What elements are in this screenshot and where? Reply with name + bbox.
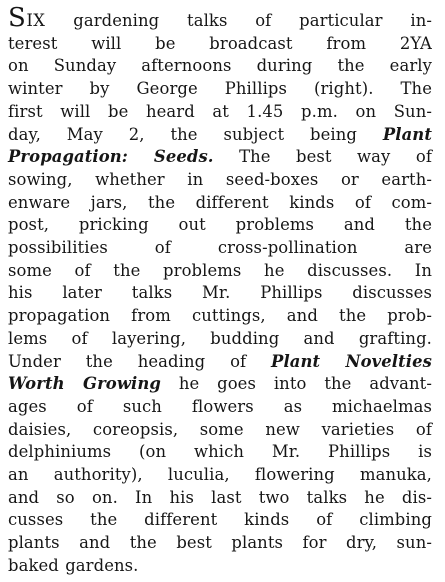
talk-title-propagation: Plant xyxy=(382,124,432,144)
talk-title-novelties: Plant Novelties xyxy=(271,351,432,371)
text-line: sowing, whether in seed-boxes or earth- xyxy=(8,169,432,189)
text-line: Worth Growing he goes into the advant- xyxy=(8,374,432,394)
talk-title-propagation-cont: Propagation: Seeds. xyxy=(8,147,214,167)
text-line: SIX gardening talks of particular in- xyxy=(8,3,433,33)
text-line: on Sunday afternoons during the early xyxy=(8,56,432,76)
text-line: day, May 2, the subject being Plant xyxy=(8,124,432,144)
talk-title-novelties-cont: Worth Growing xyxy=(8,374,161,394)
text-line: some of the problems he discusses. In xyxy=(8,260,432,280)
text-line: Under the heading of Plant Novelties xyxy=(8,351,432,371)
text-line: and so on. In his last two talks he dis- xyxy=(8,487,432,507)
dropcap: SIX xyxy=(8,3,46,33)
text-line: enware jars, the different kinds of com- xyxy=(8,192,432,212)
text-line: winter by George Phillips (right). The xyxy=(8,79,432,99)
text-line: propagation from cuttings, and the prob- xyxy=(8,306,432,326)
text-line: cusses the different kinds of climbing xyxy=(8,510,432,530)
text-line: possibilities of cross-pollination are xyxy=(8,238,432,258)
text-line: an authority), luculia, flowering manuka, xyxy=(8,465,432,485)
text-line: post, pricking out problems and the xyxy=(8,215,432,235)
text-line: daisies, coreopsis, some new varieties of xyxy=(8,419,432,439)
text-line: delphiniums (on which Mr. Phillips is xyxy=(8,442,432,462)
text-line: his later talks Mr. Phillips discusses xyxy=(8,283,432,303)
text-line: plants and the best plants for dry, sun- xyxy=(8,533,432,553)
text-line: baked gardens. xyxy=(8,555,139,575)
article-paragraph xyxy=(8,3,433,578)
text-line: first will be heard at 1.45 p.m. on Sun- xyxy=(8,101,432,121)
text-line: terest will be broadcast from 2YA xyxy=(8,33,432,53)
text-line: lems of layering, budding and grafting. xyxy=(8,328,432,348)
text-line: Propagation: Seeds. The best way of xyxy=(8,147,432,167)
text-line: ages of such flowers as michaelmas xyxy=(8,396,432,416)
